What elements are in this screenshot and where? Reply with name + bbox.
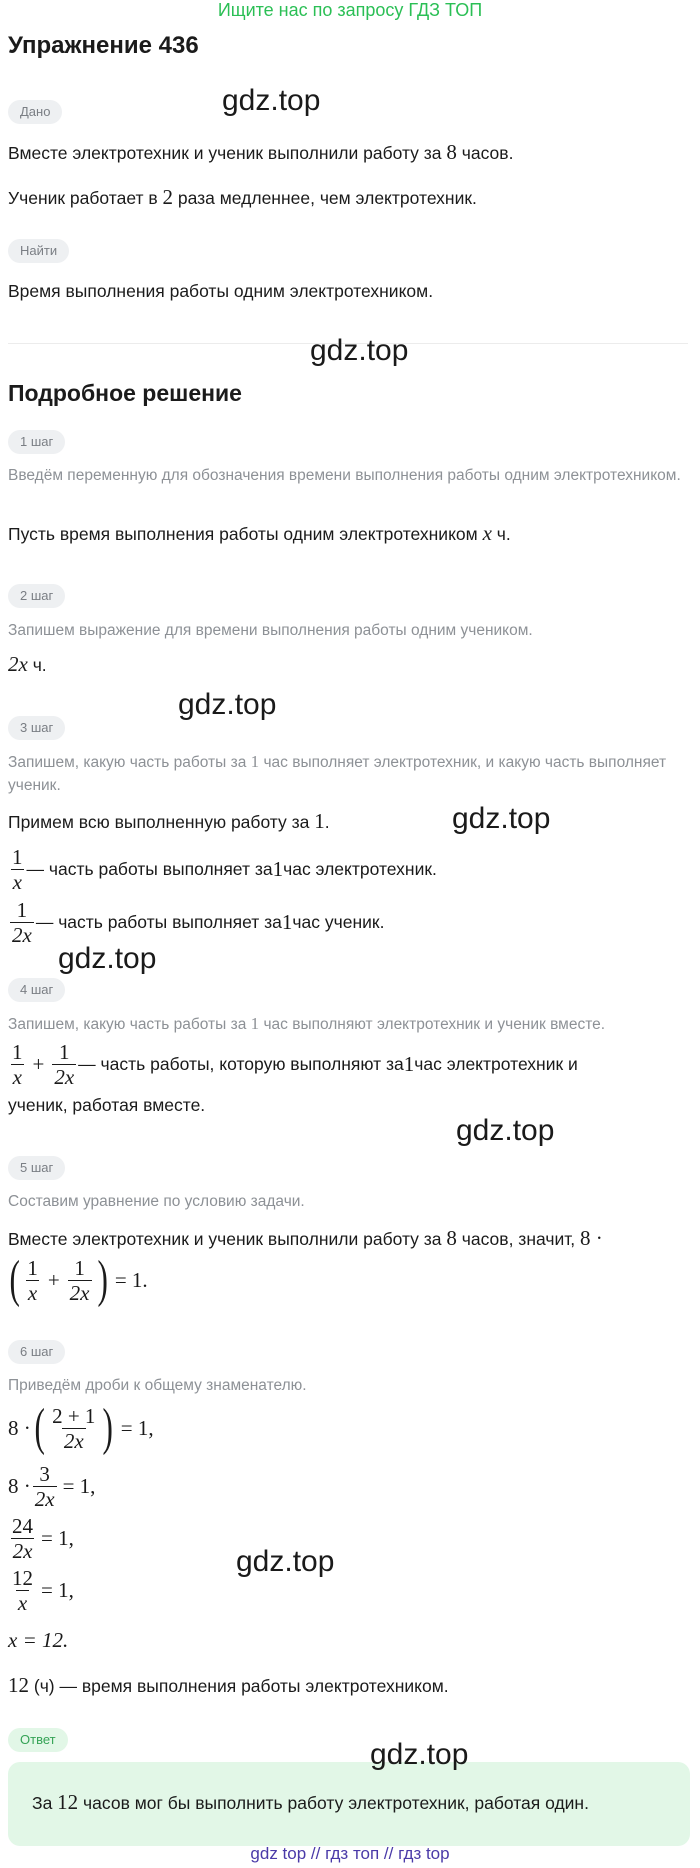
watermark: gdz.top (310, 334, 409, 367)
search-banner[interactable]: Ищите нас по запросу ГДЗ ТОП (217, 0, 483, 20)
given-line-1: Вместе электротехник и ученик выполнили работу за 8 часов. (8, 140, 514, 164)
answer-text: За 12 часов мог бы выполнить работу электротехник, работая один. (32, 1790, 589, 1814)
step-5-label: 5 шаг (8, 1156, 65, 1180)
watermark: gdz.top (456, 1114, 555, 1147)
step-3-hint: Запишем, какую часть работы за 1 час выполняет электротехник, и какую часть выполняет ученик. (8, 752, 667, 794)
watermark: gdz.top (178, 688, 277, 721)
step-1-text: Пусть время выполнения работы одним электротехником x ч. (8, 521, 511, 545)
step-6-result: 12 (ч) — время выполнения работы электротехником. (8, 1673, 449, 1697)
step-6-line-4: $\frac{12}{x}$ = 1, (12, 1566, 74, 1615)
step-2-label: 2 шаг (8, 584, 65, 608)
step-6-hint: Приведём дроби к общему знаменателю. (8, 1377, 307, 1394)
step-2-text: 2x ч. (8, 652, 47, 676)
given-label: Дано (8, 100, 62, 124)
step-4-expression: $\frac{1}{x}$ + $\frac{1}{2x}$ — часть работы, которую выполняют за 1 час электротехник и (12, 1040, 578, 1089)
step-6-line-3: $\frac{24}{2x}$ = 1, (12, 1514, 74, 1563)
step-2-hint: Запишем выражение для времени выполнения работы одним учеником. (8, 622, 533, 639)
watermark: gdz.top (236, 1545, 335, 1578)
step-5-hint: Составим уравнение по условию задачи. (8, 1193, 305, 1210)
watermark: gdz.top (370, 1738, 469, 1771)
step-5-text: Вместе электротехник и ученик выполнили работу за 8 часов, значит, 8 · (8, 1226, 603, 1250)
page-title: Упражнение 436 (8, 32, 199, 59)
step-3-fraction-2: $\frac{1}{2x}$ — часть работы выполняет за 1 час ученик. (12, 898, 385, 947)
step-1-hint: Введём переменную для обозначения времени выполнения работы одним электротехником. (8, 467, 681, 484)
watermark: gdz.top (452, 802, 551, 835)
footer-links[interactable]: gdz top // гдз топ // гдз top (250, 1844, 450, 1863)
step-4-text-line-2: ученик, работая вместе. (8, 1095, 206, 1115)
step-3-fraction-1: $\frac{1}{x}$ — часть работы выполняет за 1 час электротехник. (12, 845, 437, 894)
step-4-label: 4 шаг (8, 978, 65, 1002)
answer-label: Ответ (8, 1728, 68, 1752)
step-6-line-2: 8 · $\frac{3}{2x}$ = 1, (8, 1462, 96, 1511)
step-4-hint: Запишем, какую часть работы за 1 час выполняют электротехник и ученик вместе. (8, 1014, 606, 1033)
step-6-label: 6 шаг (8, 1340, 65, 1364)
find-text: Время выполнения работы одним электротехником. (8, 281, 434, 301)
step-3-text: Примем всю выполненную работу за 1. (8, 809, 330, 833)
watermark: gdz.top (58, 942, 157, 975)
step-6-line-1: 8 · ( $\frac{2 + 1}{2x}$ ) = 1, (8, 1399, 154, 1456)
given-line-2: Ученик работает в 2 раза медленнее, чем электротехник. (8, 185, 477, 209)
step-5-equation: ( $\frac{1}{x}$ + $\frac{1}{2x}$ ) = 1. (9, 1251, 148, 1308)
watermark: gdz.top (222, 84, 321, 117)
step-3-label: 3 шаг (8, 716, 65, 740)
step-1-label: 1 шаг (8, 430, 65, 454)
step-6-line-5: x = 12. (8, 1628, 69, 1652)
find-label: Найти (8, 239, 69, 263)
solution-title: Подробное решение (8, 380, 242, 406)
